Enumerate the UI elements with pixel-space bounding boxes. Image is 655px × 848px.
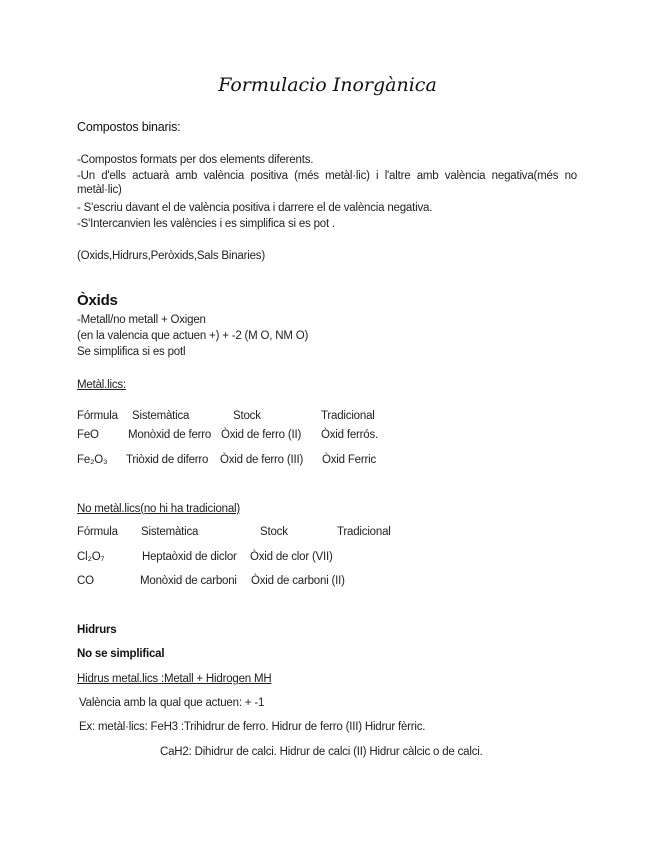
table-cell: Fe₂O₃ bbox=[77, 454, 108, 466]
section-heading-hidrurs: Hidrurs bbox=[77, 624, 117, 636]
table-cell: Òxid Ferric bbox=[322, 454, 377, 466]
hidrurs-note: No se simplifical bbox=[77, 648, 165, 660]
table-cell: Òxid de ferro (II) bbox=[221, 429, 302, 441]
table-cell: FeO bbox=[77, 429, 99, 441]
section-heading-binaris: Compostos binaris: bbox=[77, 120, 181, 134]
table-cell: Heptaòxid de diclor bbox=[142, 551, 237, 563]
table-header-sistematica: Sistemàtica bbox=[132, 410, 190, 422]
table-cell: CO bbox=[77, 575, 94, 587]
table-cell: Òxid ferrós. bbox=[321, 429, 379, 441]
hidrurs-example: Ex: metàl·lics: FeH3 :Trihidrur de ferro. Hidrur de ferro (III) Hidrur fèrric. bbox=[79, 721, 426, 733]
no-metallics-heading: No metàl.lics(no hi ha tradicional) bbox=[77, 503, 241, 515]
metallics-heading: Metàl.lics: bbox=[77, 379, 126, 391]
binaris-bullet: - S'escriu davant el de valència positiva i darrere el de valència negativa. bbox=[77, 202, 433, 214]
table-header-formula: Fórmula bbox=[77, 526, 118, 538]
hidrurs-valence: València amb la qual que actuen: + -1 bbox=[79, 697, 265, 709]
table-cell: Triòxid de diferro bbox=[126, 454, 209, 466]
oxids-line: -Metall/no metall + Oxigen bbox=[77, 314, 206, 326]
table-cell: Monòxid de ferro bbox=[128, 429, 212, 441]
binaris-bullet: -Compostos formats per dos elements diferents. bbox=[77, 154, 314, 166]
table-header-tradicional: Tradicional bbox=[321, 410, 375, 422]
table-header-sistematica: Sistemàtica bbox=[141, 526, 199, 538]
page-title: Formulacio Inorgànica bbox=[218, 74, 437, 96]
binaris-types: (Oxids,Hidrurs,Peròxids,Sals Binaries) bbox=[77, 250, 265, 262]
oxids-line: (en la valencia que actuen +) + -2 (M O, NM O) bbox=[77, 330, 309, 342]
table-header-tradicional: Tradicional bbox=[337, 526, 391, 538]
hidrurs-metallics-heading: Hidrus metal.lics :Metall + Hidrogen MH bbox=[77, 673, 272, 685]
binaris-bullet: -S'Intercanvien les valències i es simplifica si es pot . bbox=[77, 218, 335, 230]
table-cell: Monòxid de carboni bbox=[140, 575, 237, 587]
table-header-stock: Stock bbox=[233, 410, 261, 422]
table-header-stock: Stock bbox=[260, 526, 288, 538]
oxids-line: Se simplifica si es potl bbox=[77, 346, 186, 358]
table-cell: Cl₂O₇ bbox=[77, 551, 105, 563]
hidrurs-example: CaH2: Dihidrur de calci. Hidrur de calci (II) Hidrur càlcic o de calci. bbox=[160, 746, 483, 758]
section-heading-oxids: Òxids bbox=[77, 292, 118, 309]
table-cell: Òxid de clor (VII) bbox=[250, 551, 333, 563]
binaris-bullet: -Un d'ells actuarà amb valència positiva (més metàl·lic) i l'altre amb valència negativa(més no metàl·lic) bbox=[77, 170, 577, 196]
table-header-formula: Fórmula bbox=[77, 410, 118, 422]
table-cell: Òxid de carboni (II) bbox=[251, 575, 345, 587]
table-cell: Òxid de ferro (III) bbox=[220, 454, 304, 466]
